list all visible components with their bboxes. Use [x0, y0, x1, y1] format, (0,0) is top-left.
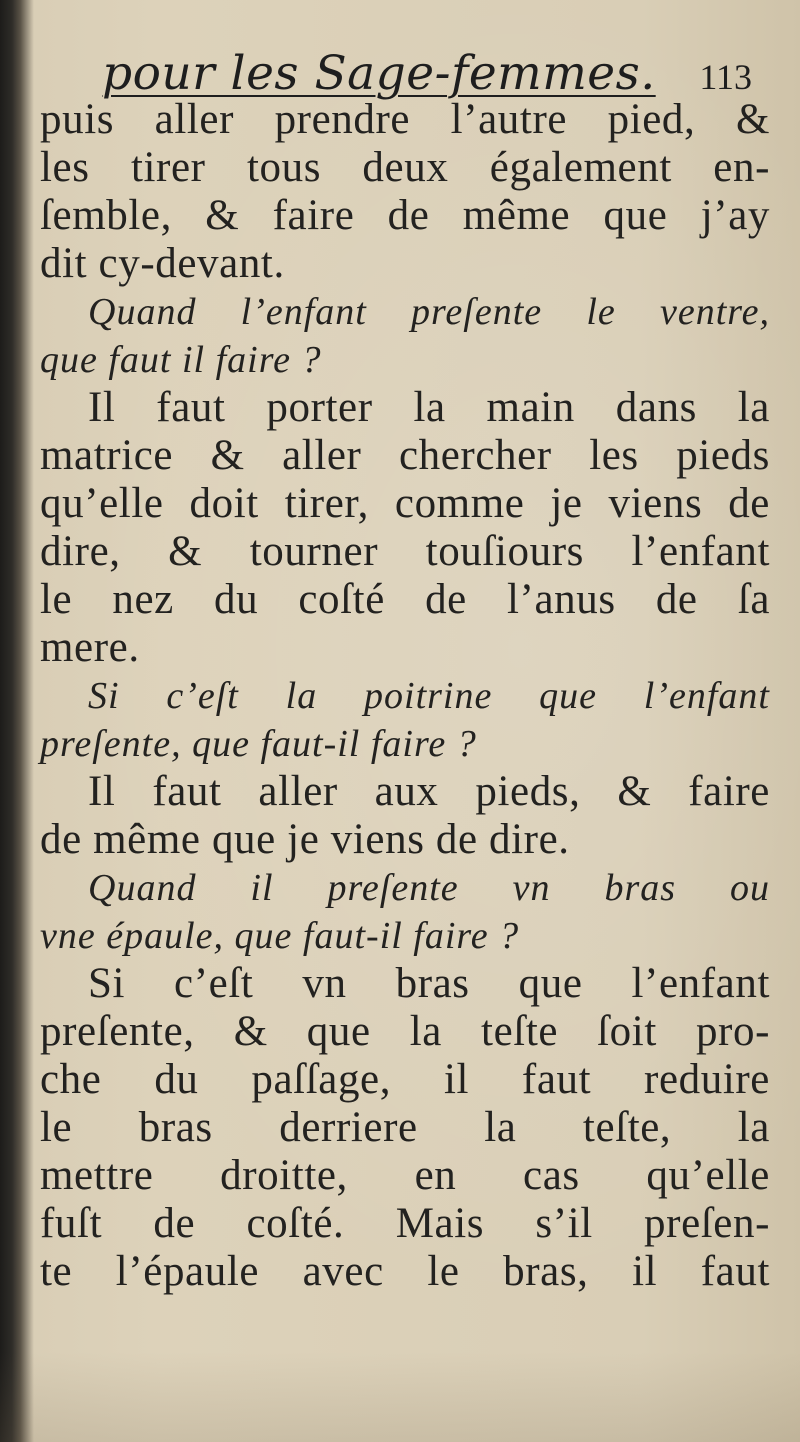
text-line: dire, & tourner touſiours l’enfant [40, 528, 770, 575]
text-line: Il faut porter la main dans la [88, 384, 770, 431]
text-line: che du paſſage, il faut reduire [40, 1056, 770, 1103]
text-line: qu’elle doit tirer, comme je viens de [40, 480, 770, 527]
text-line: fuſt de coſté. Mais s’il preſen- [40, 1200, 770, 1247]
text-line: les tirer tous deux également en- [40, 144, 770, 191]
question-line: Quand l’enfant preſente le ventre, [88, 291, 770, 333]
page-shadow [0, 1352, 800, 1442]
question-line: preſente, que faut-il faire ? [40, 723, 477, 765]
binding-gutter [0, 0, 34, 1442]
question-line: que faut il faire ? [40, 339, 322, 381]
text-line: puis aller prendre l’autre pied, & [40, 96, 770, 143]
text-line: dit cy-devant. [40, 240, 285, 287]
text-line: le nez du coſté de l’anus de ſa [40, 576, 770, 623]
text-line: Il faut aller aux pieds, & faire [88, 768, 770, 815]
text-line: le bras derriere la teſte, la [40, 1104, 770, 1151]
text-line: de même que je viens de dire. [40, 816, 570, 863]
page-number: 113 [699, 57, 752, 97]
question-line: vne épaule, que faut-il faire ? [40, 915, 520, 957]
text-line: Si c’eſt vn bras que l’enfant [88, 960, 770, 1007]
question-line: Quand il preſente vn bras ou [88, 867, 770, 909]
text-line: mere. [40, 624, 140, 671]
text-line: ſemble, & faire de même que j’ay [40, 192, 770, 239]
body-text [40, 96, 770, 1296]
running-head-title: pour les Sage-femmes. [102, 46, 656, 101]
text-line: mettre droitte, en cas qu’elle [40, 1152, 770, 1199]
question-line: Si c’eſt la poitrine que l’enfant [88, 675, 770, 717]
text-line: te l’épaule avec le bras, il faut [40, 1248, 770, 1295]
text-line: preſente, & que la teſte ſoit pro- [40, 1008, 770, 1055]
text-line: matrice & aller chercher les pieds [40, 432, 770, 479]
